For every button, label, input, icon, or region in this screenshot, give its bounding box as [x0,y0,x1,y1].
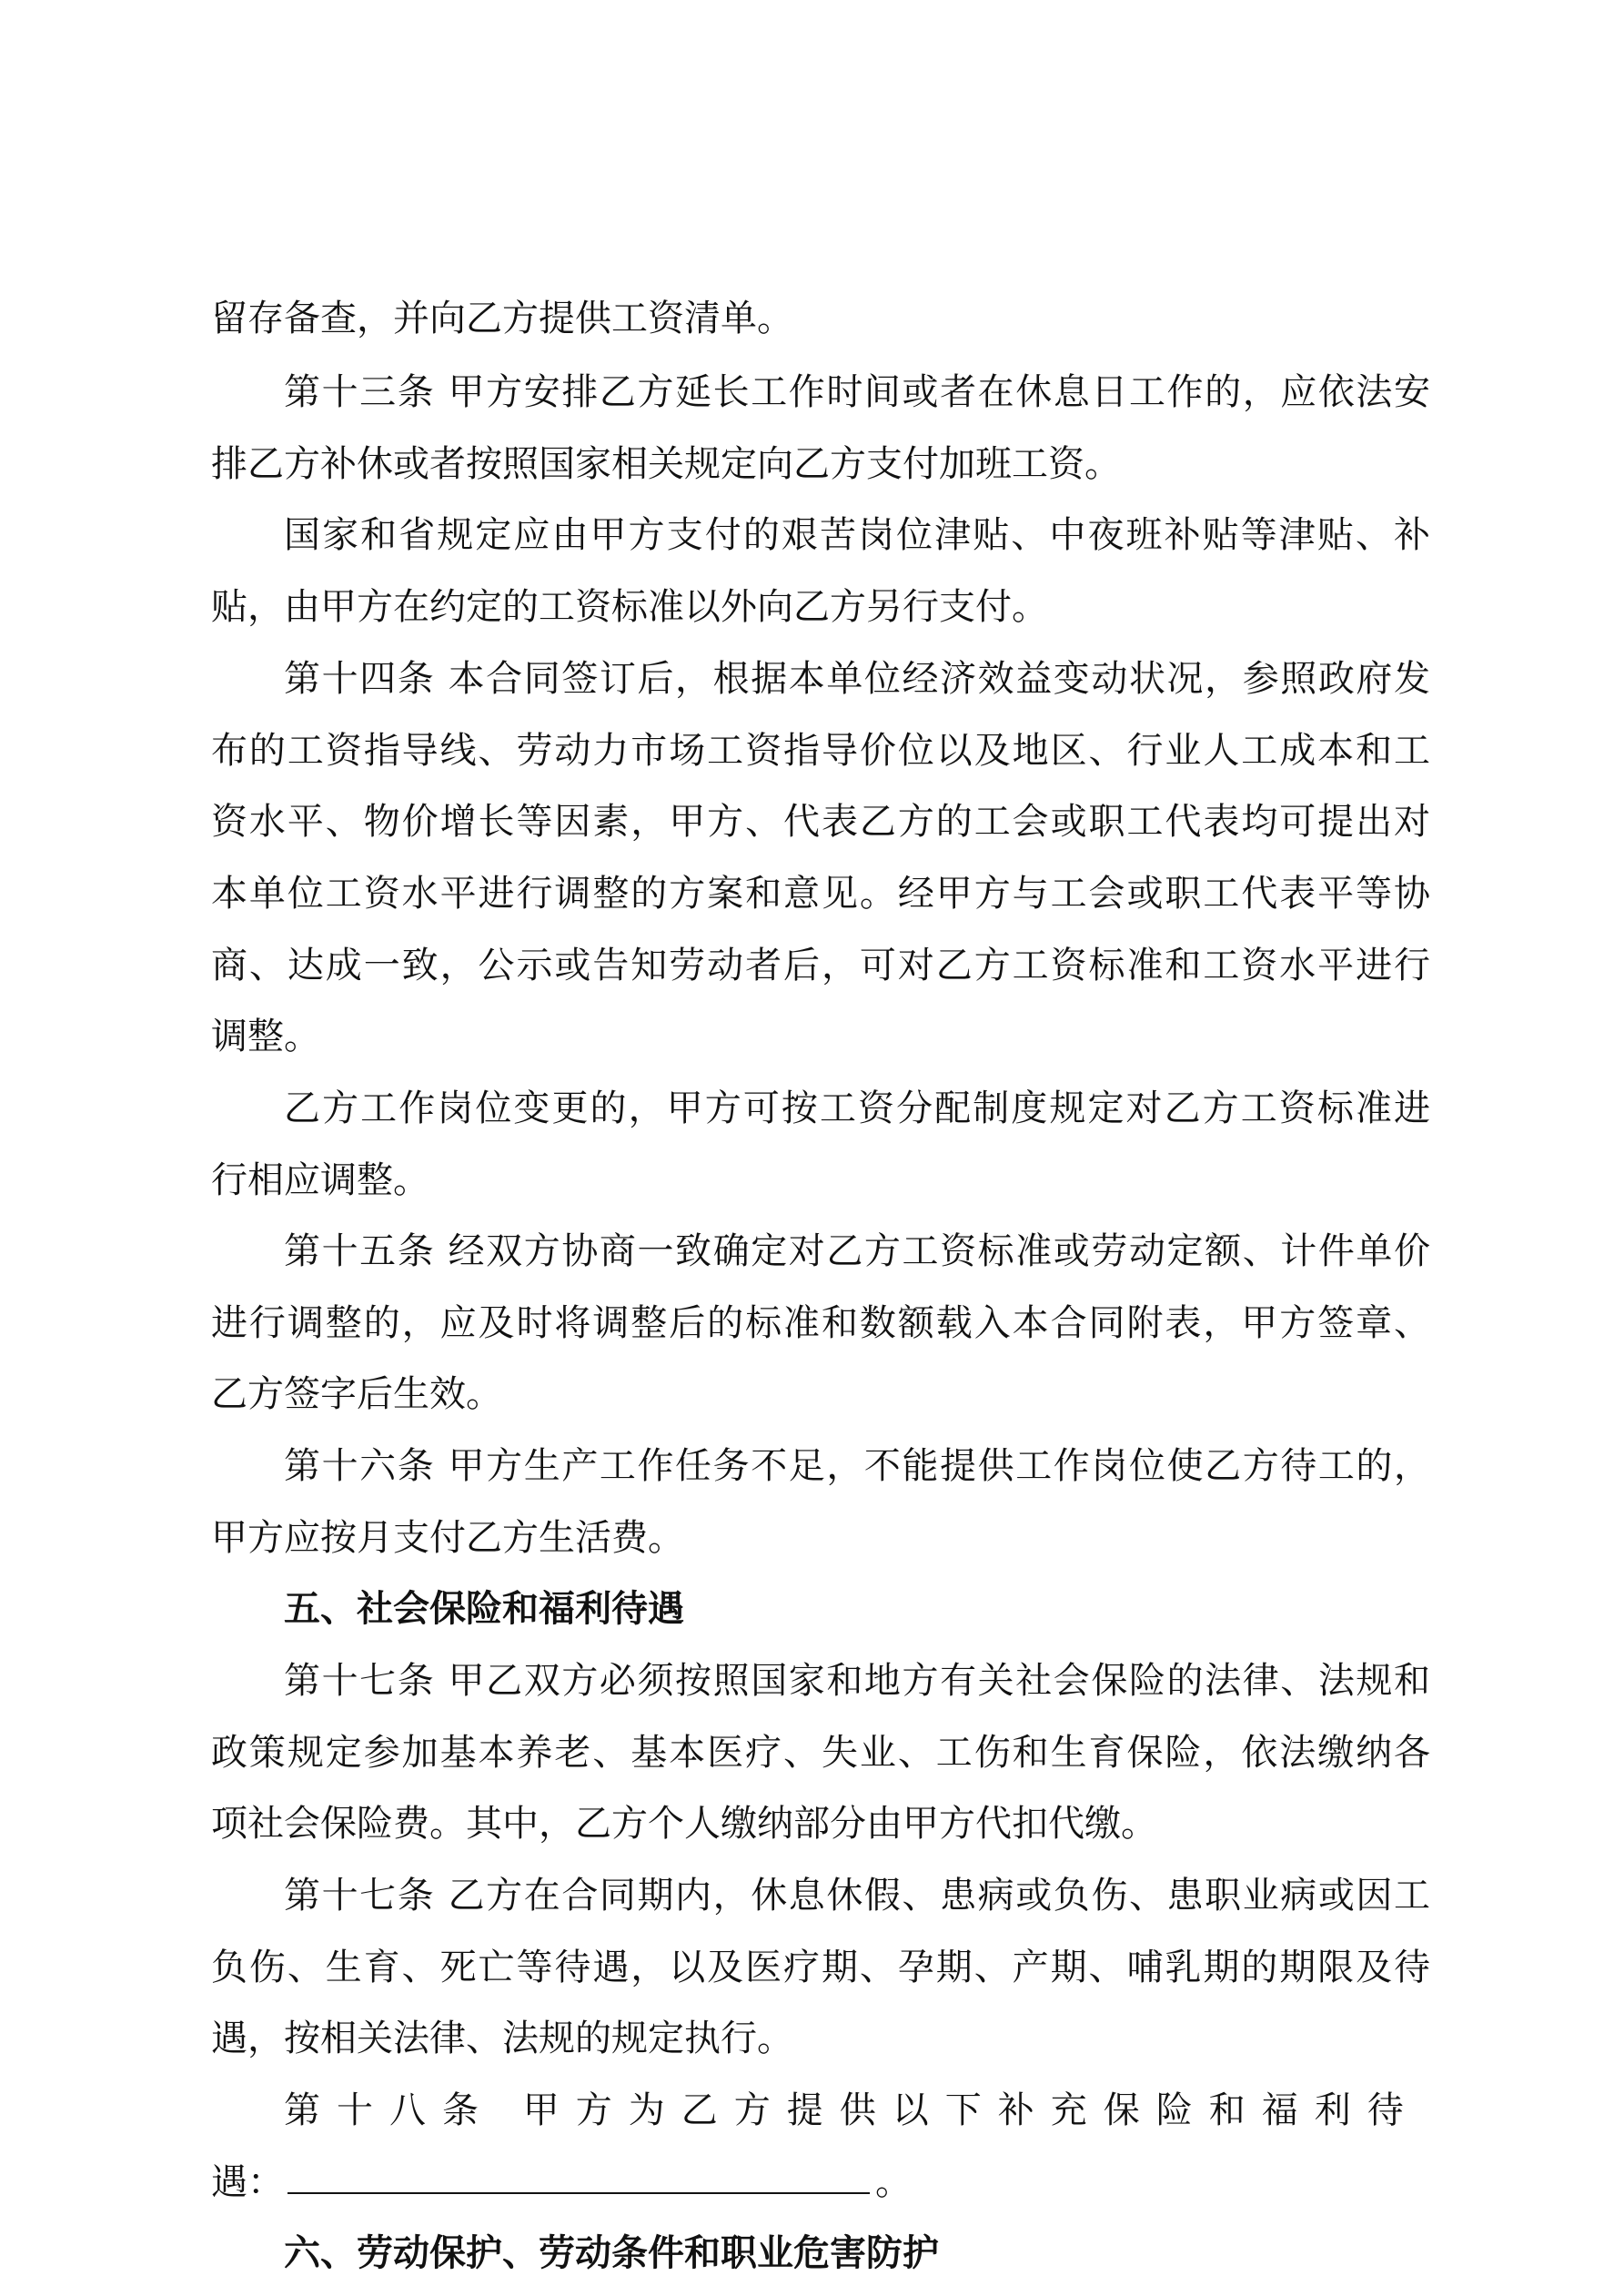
paragraph-line: 行相应调整。 [211,1159,429,1201]
article-14-line-6: 调整。 [211,1016,320,1057]
article-14-line-5: 商、达成一致，公示或告知劳动者后，可对乙方工资标准和工资水平进行 [211,945,1430,986]
article-17-line-1: 第十七条 甲乙双方必须按照国家和地方有关社会保险的法律、法规和 [284,1660,1430,1702]
article-17b-line-2: 负伤、生育、死亡等待遇，以及医疗期、孕期、产期、哺乳期的期限及待 [211,1947,1430,1988]
text-line: 留存备查，并向乙方提供工资清单。 [211,298,793,339]
section-heading-labor-protection: 六、劳动保护、劳动条件和职业危害防护 [284,2232,939,2274]
article-14-line-4: 本单位工资水平进行调整的方案和意见。经甲方与工会或职工代表平等协 [211,873,1430,915]
article-15-line-2: 进行调整的，应及时将调整后的标准和数额载入本合同附表，甲方签章、 [211,1302,1430,1344]
article-17b-line-1: 第十七条 乙方在合同期内，休息休假、患病或负伤、患职业病或因工 [284,1875,1430,1917]
article-18-suffix: 。 [875,2161,912,2203]
article-13-line-2: 排乙方补休或者按照国家相关规定向乙方支付加班工资。 [211,443,1121,485]
article-16-line-2: 甲方应按月支付乙方生活费。 [211,1517,684,1559]
article-16-line-1: 第十六条 甲方生产工作任务不足，不能提供工作岗位使乙方待工的， [284,1445,1430,1487]
article-17-line-3: 项社会保险费。其中，乙方个人缴纳部分由甲方代扣代缴。 [211,1803,1157,1845]
paragraph-line: 贴，由甲方在约定的工资标准以外向乙方另行支付。 [211,586,1048,628]
article-17b-line-3: 遇，按相关法律、法规的规定执行。 [211,2018,793,2059]
paragraph-line: 乙方工作岗位变更的，甲方可按工资分配制度规定对乙方工资标准进 [284,1087,1430,1129]
paragraph-line: 国家和省规定应由甲方支付的艰苦岗位津贴、中夜班补贴等津贴、补 [284,514,1430,556]
article-14-line-3: 资水平、物价增长等因素，甲方、代表乙方的工会或职工代表均可提出对 [211,801,1430,843]
article-14-line-2: 布的工资指导线、劳动力市场工资指导价位以及地区、行业人工成本和工 [211,730,1430,772]
article-14-line-1: 第十四条 本合同签订后，根据本单位经济效益变动状况，参照政府发 [284,658,1430,700]
fill-in-blank[interactable] [287,2156,870,2194]
article-18-line-2 [211,2155,1430,2210]
article-18-line-1: 第十八条 甲方为乙方提供以下补充保险和福利待 [284,2089,1420,2131]
article-15-line-3: 乙方签字后生效。 [211,1373,502,1415]
article-17-line-2: 政策规定参加基本养老、基本医疗、失业、工伤和生育保险，依法缴纳各 [211,1732,1430,1774]
article-18-prefix: 遇： [211,2161,284,2203]
article-15-line-1: 第十五条 经双方协商一致确定对乙方工资标准或劳动定额、计件单价 [284,1230,1430,1272]
section-heading-social-insurance: 五、社会保险和福利待遇 [284,1588,684,1630]
article-13-line-1: 第十三条 甲方安排乙方延长工作时间或者在休息日工作的，应依法安 [284,371,1430,413]
